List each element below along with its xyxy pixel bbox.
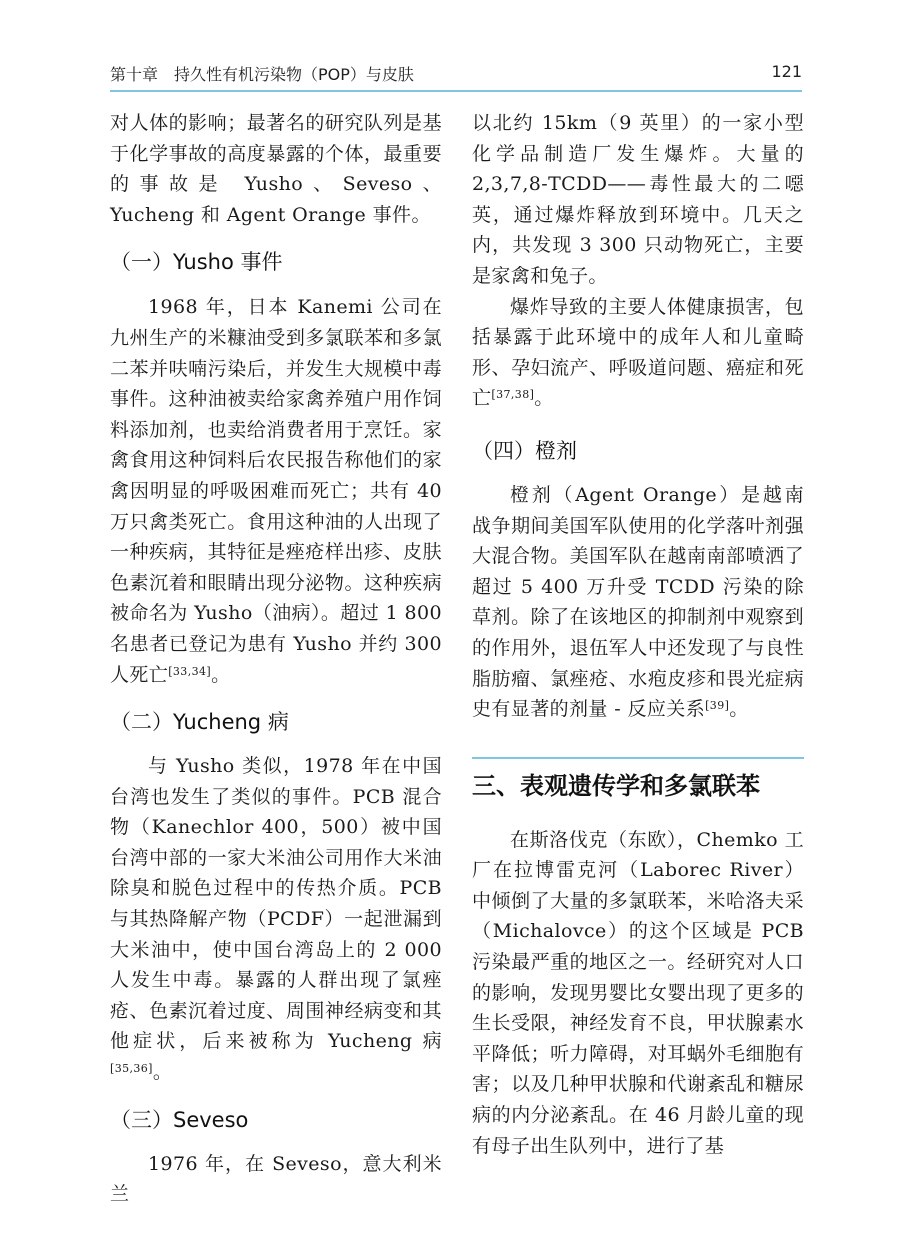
paragraph-end: 。 xyxy=(152,1061,173,1084)
paragraph-agent-orange xyxy=(472,480,804,725)
paragraph-text: 爆炸导致的主要人体健康损害，包括暴露于此环境中的成年人和儿童畸形、孕妇流产、呼吸道问题、癌症和死亡 xyxy=(472,295,804,410)
section-rule xyxy=(472,757,804,759)
section-title: 三、表观遗传学和多氯联苯 xyxy=(472,771,760,800)
paragraph-end: 。 xyxy=(211,663,231,686)
page-number: 121 xyxy=(771,62,802,81)
citation: [35,36] xyxy=(110,1062,153,1076)
citation: [33,34] xyxy=(168,664,212,678)
paragraph-seveso-health xyxy=(472,292,804,414)
paragraph-text: 与 Yusho 类似，1978 年在中国台湾也发生了类似的事件。PCB 混合物（Kanechlor 400，500）被中国台湾中部的一家大米油公司用作大米油除臭和脱色过程中的传热介质。PCB 与其热降解产物（PCDF）一起泄漏到大米油中，使中国台湾岛上的 2 000 人发生中毒。暴露的人群出现了氯痤疮、色素沉着过度、周围神经病变和其他症状，后来被称为 Yucheng 病 xyxy=(110,755,442,1053)
intro-paragraph: 对人体的影响；最著名的研究队列是基于化学事故的高度暴露的个体，最重要的事故是 Yusho、Seveso、Yucheng 和 Agent Orange 事件。 xyxy=(110,112,442,226)
paragraph-seveso-cont: 以北约 15km（9 英里）的一家小型化学品制造厂发生爆炸。大量的 2,3,7,8-TCDD——毒性最大的二噁英，通过爆炸释放到环境中。几天之内，共发现 3 300 只动物死亡，主要是家禽和兔子。 xyxy=(472,112,804,287)
paragraph-end: 。 xyxy=(534,387,554,410)
paragraph-yusho xyxy=(110,292,442,690)
paragraph-end: 。 xyxy=(729,698,749,721)
running-header xyxy=(110,58,802,88)
paragraph-yucheng xyxy=(110,751,442,1088)
left-column xyxy=(110,108,442,1210)
heading-agent-orange: （四）橙剂 xyxy=(472,438,577,463)
citation: [39] xyxy=(705,699,730,713)
heading-yusho: （一）Yusho 事件 xyxy=(110,250,283,275)
right-column xyxy=(472,108,804,1161)
header-rule xyxy=(110,90,802,92)
heading-yucheng: （二）Yucheng 病 xyxy=(110,710,289,735)
paragraph-seveso-start: 1976 年，在 Seveso，意大利米兰 xyxy=(110,1152,442,1206)
heading-seveso: （三）Seveso xyxy=(110,1107,249,1132)
citation: [37,38] xyxy=(491,388,535,402)
paragraph-text: 橙剂（Agent Orange）是越南战争期间美国军队使用的化学落叶剂强大混合物。美国军队在越南南部喷洒了超过 5 400 万升受 TCDD 污染的除草剂。除了在该地区的抑制剂中观察到的作用外，退伍军人中还发现了与良性脂肪瘤、氯痤疮、水疱皮疹和畏光症病史有显著的剂量 - 反应关系 xyxy=(472,483,804,721)
chapter-title: 第十章 持久性有机污染物（POP）与皮肤 xyxy=(110,65,414,84)
paragraph-epigenetics: 在斯洛伐克（东欧），Chemko 工厂在拉博雷克河（Laborec River）中倾倒了大量的多氯联苯，米哈洛夫采（Michalovce）的这个区域是 PCB 污染最严重的地区之一。经研究对人口的影响，发现男婴比女婴出现了更多的生长受限，神经发育不良，甲状腺素水平降低；听力障碍，对耳蜗外毛细胞有害；以及几种甲状腺和代谢紊乱和糖尿病的内分泌紊乱。在 46 月龄儿童的现有母子出生队列中，进行了基 xyxy=(472,828,804,1157)
paragraph-text: 1968 年，日本 Kanemi 公司在九州生产的米糠油受到多氯联苯和多氯二苯并呋喃污染后，并发生大规模中毒事件。这种油被卖给家禽养殖户用作饲料添加剂，也卖给消费者用于烹饪。家禽食用这种饲料后农民报告称他们的家禽因明显的呼吸困难而死亡；共有 40 万只禽类死亡。食用这种油的人出现了一种疾病，其特征是痤疮样出疹、皮肤色素沉着和眼睛出现分泌物。这种疾病被命名为 Yusho（油病）。超过 1 800 名患者已登记为患有 Yusho 并约 300 人死亡 xyxy=(110,296,442,686)
